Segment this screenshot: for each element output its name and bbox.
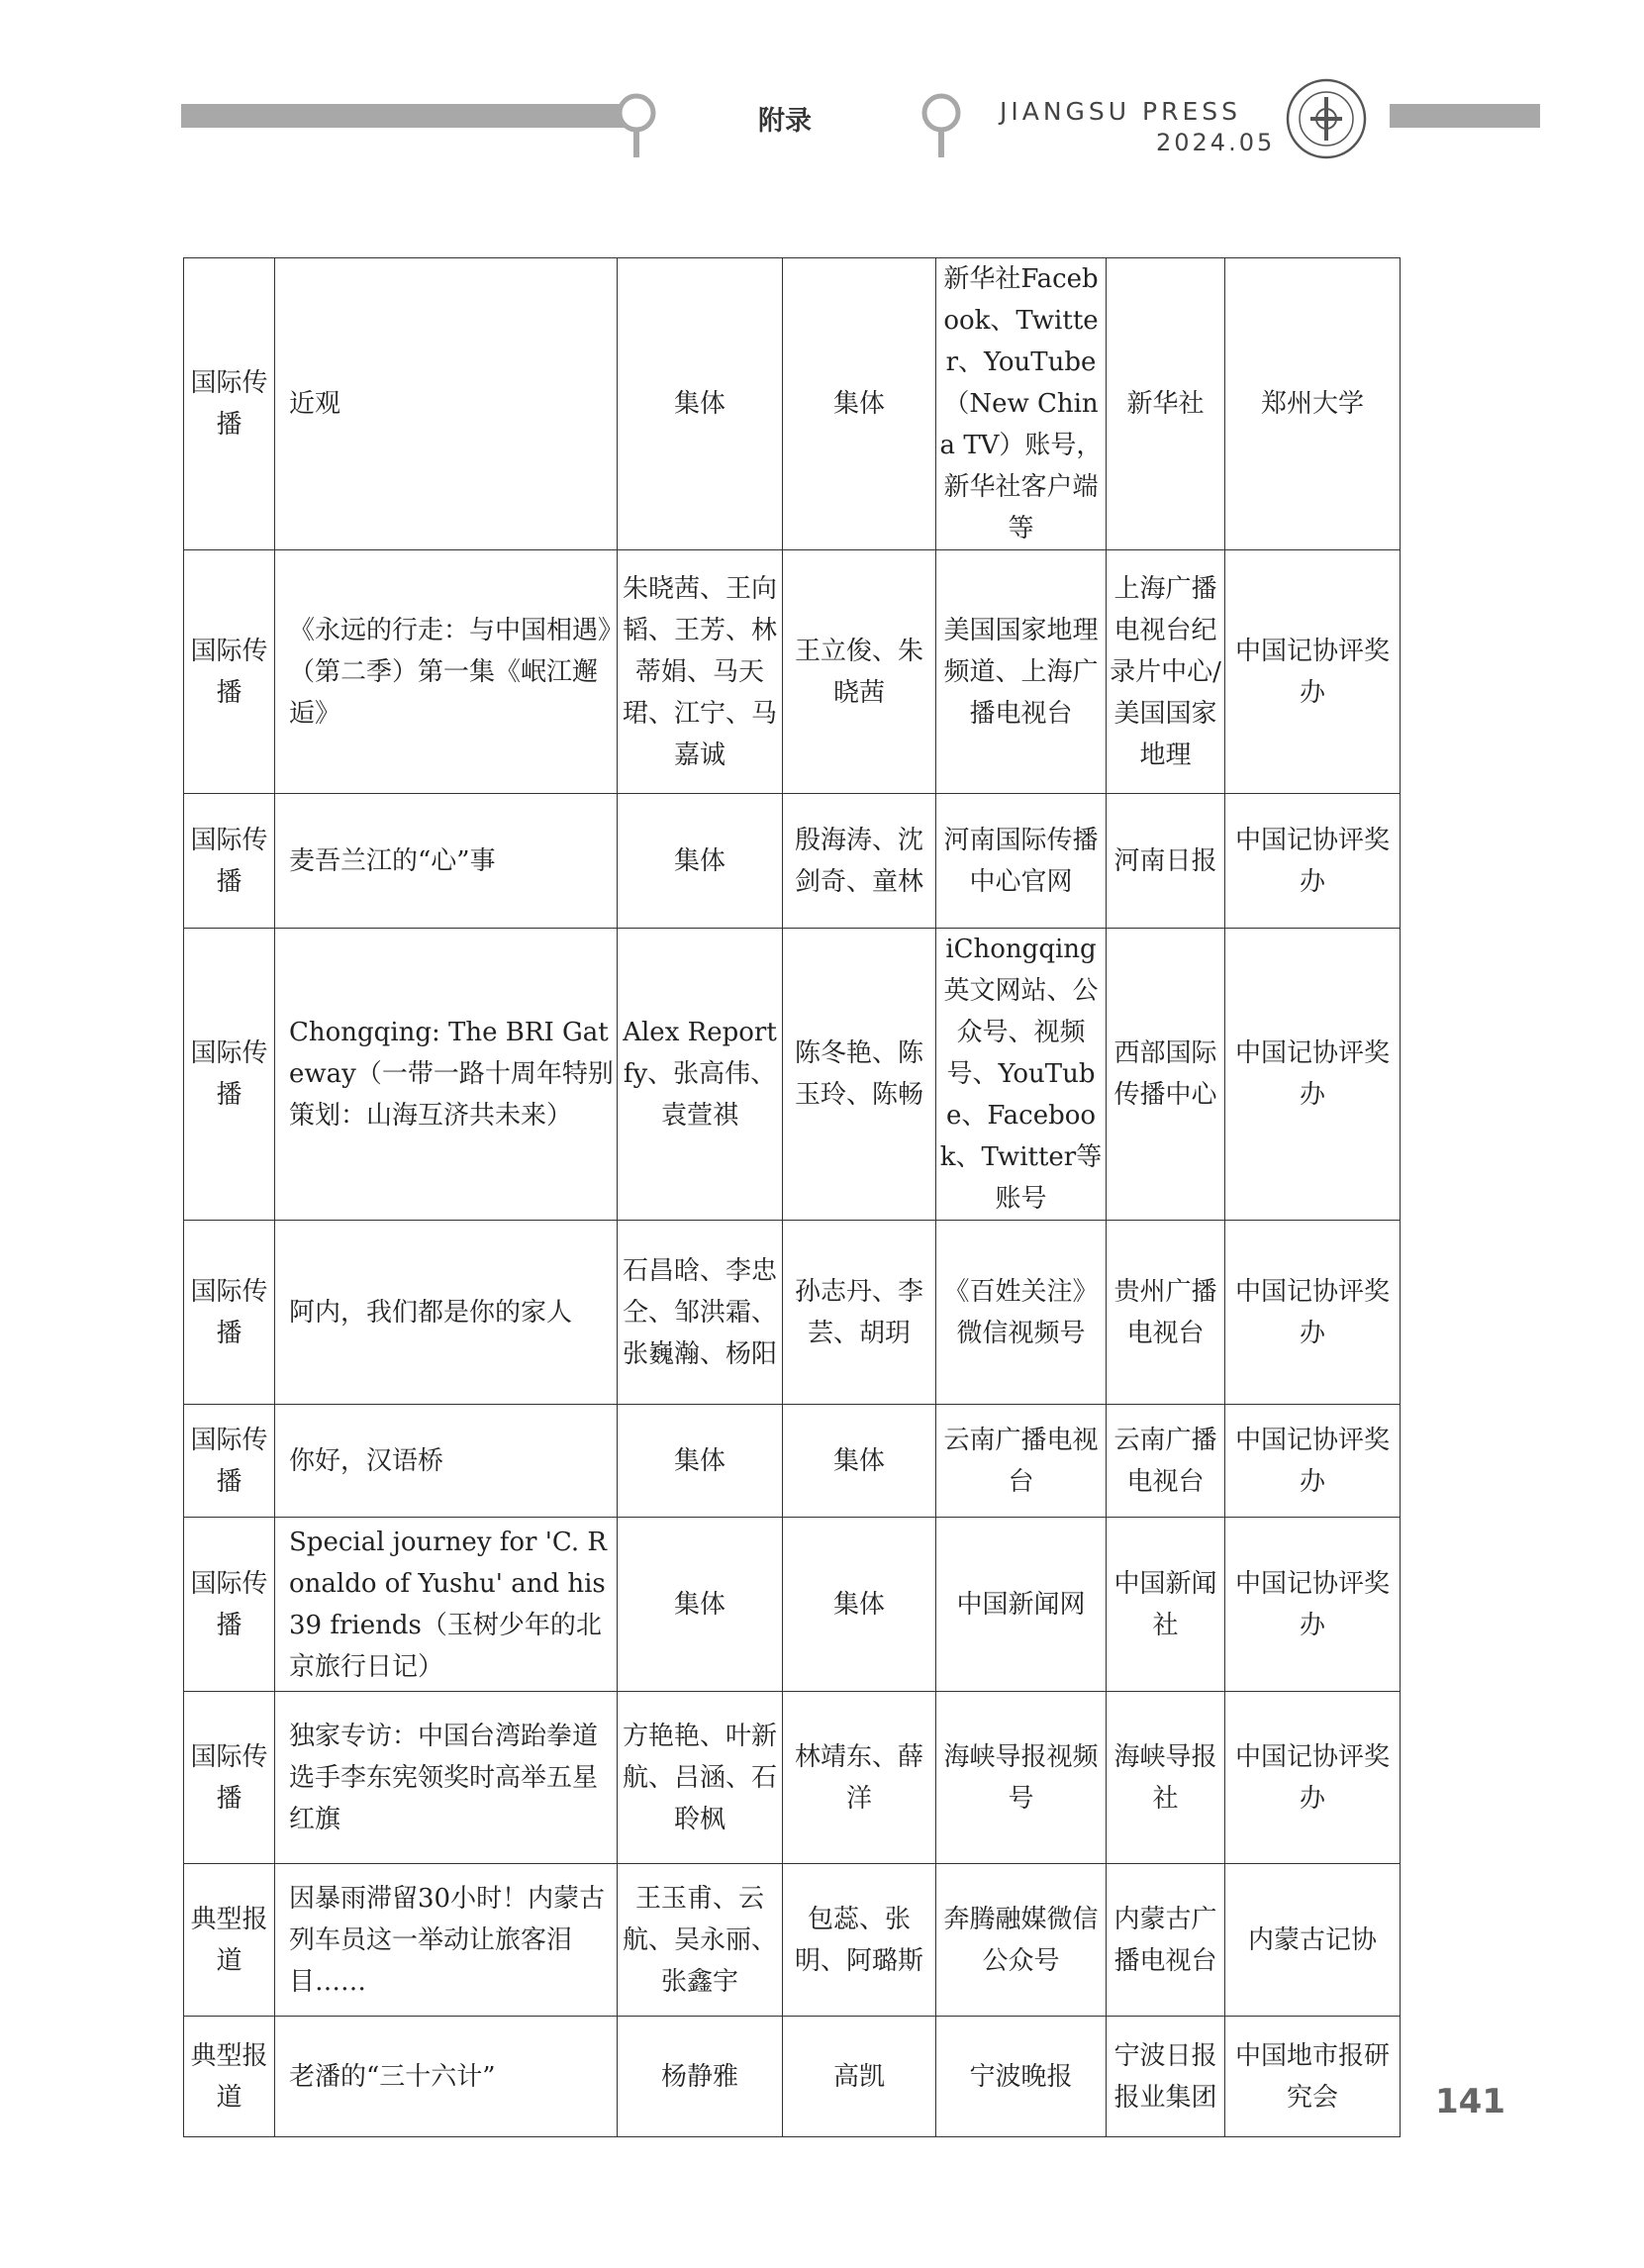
cell-editors: 集体	[783, 258, 936, 550]
cell-platform: 宁波晚报	[936, 2017, 1107, 2137]
cell-authors: 石昌晗、李忠仝、邹洪霜、张巍瀚、杨阳	[618, 1221, 783, 1405]
cell-platform: 海峡导报视频号	[936, 1692, 1107, 1864]
cell-category: 国际传播	[184, 794, 275, 929]
cell-title: 独家专访：中国台湾跆拳道选手李东宪领奖时高举五星红旗	[275, 1692, 618, 1864]
pin-icon	[920, 91, 962, 160]
cell-authors: 集体	[618, 1405, 783, 1518]
cell-title: 老潘的“三十六计”	[275, 2017, 618, 2137]
cell-recommender: 中国记协评奖办	[1225, 1221, 1401, 1405]
cell-platform: 中国新闻网	[936, 1518, 1107, 1692]
cell-title: 近观	[275, 258, 618, 550]
section-title: 附录	[758, 106, 812, 137]
cell-publisher: 内蒙古广播电视台	[1107, 1864, 1225, 2017]
cell-platform: iChongqing英文网站、公众号、视频号、YouTube、Facebook、Twitter等账号	[936, 929, 1107, 1221]
cell-category: 国际传播	[184, 1692, 275, 1864]
cell-title: 阿内，我们都是你的家人	[275, 1221, 618, 1405]
cell-editors: 王立俊、朱晓茜	[783, 550, 936, 794]
press-name: JIANGSU PRESS	[1000, 97, 1242, 126]
cell-editors: 高凯	[783, 2017, 936, 2137]
cell-publisher: 河南日报	[1107, 794, 1225, 929]
cell-title: 你好，汉语桥	[275, 1405, 618, 1518]
cell-editors: 林靖东、薛洋	[783, 1692, 936, 1864]
table-row	[184, 794, 1401, 929]
cell-category: 国际传播	[184, 1518, 275, 1692]
cell-publisher: 云南广播电视台	[1107, 1405, 1225, 1518]
cell-title: 麦吾兰江的“心”事	[275, 794, 618, 929]
cell-authors: 朱晓茜、王向韬、王芳、林蒂娟、马天珺、江宁、马嘉诚	[618, 550, 783, 794]
table-row	[184, 1692, 1401, 1864]
cell-recommender: 内蒙古记协	[1225, 1864, 1401, 2017]
page-number: 141	[1435, 2082, 1505, 2121]
cell-recommender: 郑州大学	[1225, 258, 1401, 550]
table-row	[184, 2017, 1401, 2137]
cell-title: 《永远的行走：与中国相遇》（第二季）第一集《岷江邂逅》	[275, 550, 618, 794]
cell-authors: 集体	[618, 794, 783, 929]
cell-publisher: 宁波日报报业集团	[1107, 2017, 1225, 2137]
cell-platform: 云南广播电视台	[936, 1405, 1107, 1518]
cell-publisher: 贵州广播电视台	[1107, 1221, 1225, 1405]
cell-authors: 王玉甫、云航、吴永丽、张鑫宇	[618, 1864, 783, 2017]
header-rule-left	[181, 104, 636, 128]
issue-date: 2024.05	[1156, 129, 1276, 156]
award-table	[183, 257, 1401, 2137]
cell-title: Chongqing: The BRI Gateway（一带一路十周年特别策划：山海互济共未来）	[275, 929, 618, 1221]
header-rule-right	[1390, 104, 1540, 128]
table-row	[184, 1518, 1401, 1692]
cell-category: 国际传播	[184, 550, 275, 794]
cell-recommender: 中国记协评奖办	[1225, 794, 1401, 929]
cell-platform: 《百姓关注》微信视频号	[936, 1221, 1107, 1405]
cell-platform: 河南国际传播中心官网	[936, 794, 1107, 929]
cell-editors: 孙志丹、李芸、胡玥	[783, 1221, 936, 1405]
cell-editors: 殷海涛、沈剑奇、童林	[783, 794, 936, 929]
cell-authors: 集体	[618, 1518, 783, 1692]
cell-platform: 奔腾融媒微信公众号	[936, 1864, 1107, 2017]
cell-editors: 集体	[783, 1405, 936, 1518]
table-row	[184, 550, 1401, 794]
pin-icon	[616, 91, 657, 160]
cell-publisher: 上海广播电视台纪录片中心/美国国家地理	[1107, 550, 1225, 794]
cell-category: 国际传播	[184, 258, 275, 550]
cell-editors: 集体	[783, 1518, 936, 1692]
cell-authors: 集体	[618, 258, 783, 550]
cell-category: 国际传播	[184, 1405, 275, 1518]
cell-recommender: 中国地市报研究会	[1225, 2017, 1401, 2137]
cell-platform: 新华社Facebook、Twitter、YouTube（New China TV）账号，新华社客户端等	[936, 258, 1107, 550]
cell-title: 因暴雨滞留30小时！内蒙古列车员这一举动让旅客泪目……	[275, 1864, 618, 2017]
cell-editors: 陈冬艳、陈玉玲、陈畅	[783, 929, 936, 1221]
table-row	[184, 258, 1401, 550]
table-row	[184, 1221, 1401, 1405]
cell-category: 国际传播	[184, 929, 275, 1221]
table-row	[184, 929, 1401, 1221]
cell-authors: 方艳艳、叶新航、吕涵、石聆枫	[618, 1692, 783, 1864]
cell-recommender: 中国记协评奖办	[1225, 550, 1401, 794]
cell-publisher: 新华社	[1107, 258, 1225, 550]
emblem-seal-icon	[1285, 77, 1368, 160]
cell-recommender: 中国记协评奖办	[1225, 1405, 1401, 1518]
cell-authors: Alex Reportfy、张高伟、袁萱祺	[618, 929, 783, 1221]
cell-recommender: 中国记协评奖办	[1225, 929, 1401, 1221]
table-row	[184, 1864, 1401, 2017]
cell-publisher: 海峡导报社	[1107, 1692, 1225, 1864]
cell-category: 典型报道	[184, 1864, 275, 2017]
cell-editors: 包蕊、张明、阿璐斯	[783, 1864, 936, 2017]
cell-publisher: 中国新闻社	[1107, 1518, 1225, 1692]
cell-category: 典型报道	[184, 2017, 275, 2137]
cell-category: 国际传播	[184, 1221, 275, 1405]
cell-recommender: 中国记协评奖办	[1225, 1518, 1401, 1692]
cell-publisher: 西部国际传播中心	[1107, 929, 1225, 1221]
cell-authors: 杨静雅	[618, 2017, 783, 2137]
cell-platform: 美国国家地理频道、上海广播电视台	[936, 550, 1107, 794]
cell-recommender: 中国记协评奖办	[1225, 1692, 1401, 1864]
table-row	[184, 1405, 1401, 1518]
cell-title: Special journey for 'C. Ronaldo of Yushu' and his 39 friends（玉树少年的北京旅行日记）	[275, 1518, 618, 1692]
